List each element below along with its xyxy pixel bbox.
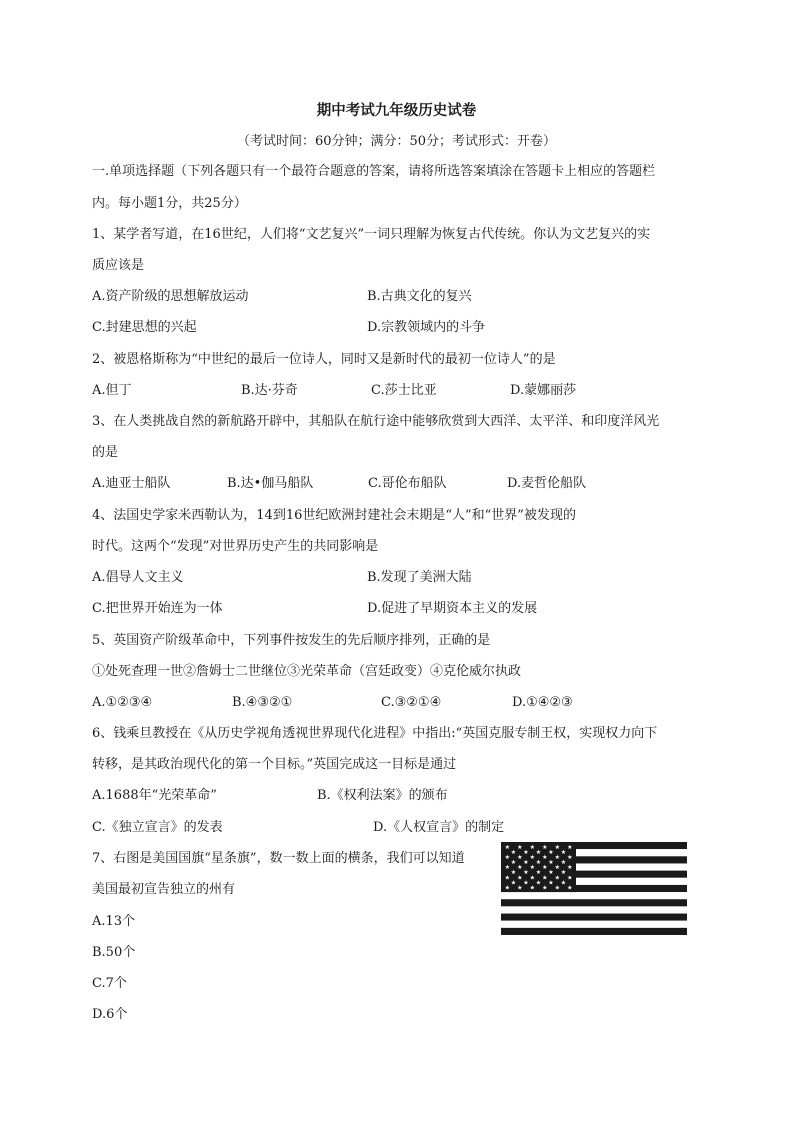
flag-star-icon: ★ (517, 854, 523, 862)
q1-option-c[interactable]: C.封建思想的兴起 (92, 320, 197, 335)
question-7-stem-cont: 美国最初宣告独立的州有 (92, 882, 236, 897)
q1-option-b[interactable]: B.古典文化的复兴 (367, 289, 472, 304)
flag-star-icon: ★ (529, 874, 535, 882)
flag-star-icon: ★ (560, 879, 567, 887)
flag-star-icon: ★ (535, 849, 542, 857)
flag-star-icon: ★ (554, 854, 560, 862)
q7-option-c[interactable]: C.7个 (92, 976, 127, 991)
flag-star-icon: ★ (567, 854, 573, 862)
section-heading-cont: 内。每小题1分，共25分） (92, 196, 247, 211)
question-4-stem: 4、法国史学家米西勒认为，14到16世纪欧洲封建社会末期是“人”和“世界”被发现的 (92, 508, 576, 523)
flag-star-icon: ★ (510, 859, 517, 867)
flag-star-icon: ★ (548, 859, 554, 867)
question-4-stem-cont: 时代。这两个“发现”对世界历史产生的共同影响是 (92, 539, 379, 554)
exam-info: （考试时间：60分钟；满分：50分；考试形式：开卷） (236, 134, 557, 149)
us-flag-icon (501, 842, 687, 935)
flag-star-icon: ★ (542, 864, 548, 872)
flag-star-icon: ★ (523, 879, 529, 887)
question-3-stem: 3、在人类挑战自然的新航路开辟中，其船队在航行途中能够欣赏到大西洋、太平洋、和印度洋风光 (92, 414, 660, 429)
flag-star-icon: ★ (567, 884, 573, 892)
section-heading: 一.单项选择题（下列各题只有一个最符合题意的答案，请将所选答案填涂在答题卡上相应的答题栏 (92, 164, 656, 179)
question-1-stem: 1、某学者写道，在16世纪，人们将“文艺复兴”一词只理解为恢复古代传统。你认为文艺复兴的实 (92, 227, 651, 242)
q2-option-b[interactable]: B.达·芬奇 (241, 383, 298, 398)
flag-star-icon: ★ (548, 879, 554, 887)
question-3-stem-cont: 的是 (92, 445, 119, 460)
flag-star-icon: ★ (517, 844, 523, 852)
flag-stripe (501, 906, 687, 913)
q7-option-b[interactable]: B.50个 (92, 945, 136, 960)
flag-star-icon: ★ (554, 874, 560, 882)
flag-star-icon: ★ (510, 849, 517, 857)
q5-option-a[interactable]: A.①②③④ (92, 695, 153, 710)
flag-star-icon: ★ (504, 854, 510, 862)
flag-star-icon: ★ (523, 849, 529, 857)
flag-canton (501, 842, 576, 892)
flag-star-icon: ★ (535, 869, 542, 877)
flag-star-icon: ★ (529, 844, 535, 852)
q5-option-c[interactable]: C.③②①④ (381, 695, 442, 710)
q7-option-d[interactable]: D.6个 (92, 1007, 128, 1022)
flag-star-icon: ★ (554, 864, 560, 872)
flag-star-icon: ★ (504, 874, 510, 882)
q2-option-a[interactable]: A.但丁 (92, 383, 132, 398)
flag-star-icon: ★ (510, 869, 517, 877)
flag-star-icon: ★ (567, 874, 573, 882)
flag-star-icon: ★ (517, 884, 523, 892)
question-1-stem-cont: 质应该是 (92, 258, 145, 273)
flag-star-icon: ★ (560, 859, 567, 867)
q4-option-b[interactable]: B.发现了美洲大陆 (367, 570, 472, 585)
q2-option-d[interactable]: D.蒙娜丽莎 (510, 383, 577, 398)
flag-star-icon: ★ (510, 879, 517, 887)
q5-option-b[interactable]: B.④③②① (232, 695, 293, 710)
flag-star-icon: ★ (548, 849, 554, 857)
question-7-stem: 7、右图是美国国旗“星条旗”，数一数上面的横条，我们可以知道 (92, 851, 465, 866)
flag-star-icon: ★ (548, 869, 554, 877)
flag-star-icon: ★ (517, 874, 523, 882)
q1-option-d[interactable]: D.宗教领域内的斗争 (367, 320, 486, 335)
flag-star-icon: ★ (523, 869, 529, 877)
flag-star-icon: ★ (523, 859, 529, 867)
flag-stripe (501, 928, 687, 935)
flag-star-icon: ★ (542, 854, 548, 862)
q6-option-c[interactable]: C.《独立宣言》的发表 (92, 820, 223, 835)
flag-stripe (501, 914, 687, 921)
question-6-stem: 6、钱乘旦教授在《从历史学视角透视世界现代化进程》中指出:“英国克服专制王权，实现权力向下 (92, 726, 658, 741)
flag-star-icon: ★ (542, 844, 548, 852)
flag-star-icon: ★ (529, 854, 535, 862)
page-title: 期中考试九年级历史试卷 (316, 102, 477, 119)
q3-option-d[interactable]: D.麦哲伦船队 (507, 476, 587, 491)
q6-option-d[interactable]: D.《人权宣言》的制定 (373, 820, 505, 835)
q3-option-a[interactable]: A.迪亚士船队 (92, 476, 171, 491)
flag-star-icon: ★ (535, 879, 542, 887)
flag-star-icon: ★ (560, 869, 567, 877)
flag-star-icon: ★ (567, 864, 573, 872)
q6-option-a[interactable]: A.1688年“光荣革命” (92, 788, 217, 803)
flag-star-icon: ★ (529, 884, 535, 892)
flag-stripe (501, 899, 687, 906)
question-5-stem: 5、英国资产阶级革命中，下列事件按发生的先后顺序排列，正确的是 (92, 633, 491, 648)
q2-option-c[interactable]: C.莎士比亚 (371, 383, 437, 398)
q3-option-c[interactable]: C.哥伦布船队 (368, 476, 447, 491)
q4-option-c[interactable]: C.把世界开始连为一体 (92, 601, 223, 616)
flag-star-icon: ★ (535, 859, 542, 867)
question-5-stem-cont: ①处死查理一世②詹姆士二世继位③光荣革命（宫廷政变）④克伦威尔执政 (92, 664, 522, 679)
flag-star-icon: ★ (504, 884, 510, 892)
q5-option-d[interactable]: D.①④②③ (512, 695, 573, 710)
flag-star-icon: ★ (567, 844, 573, 852)
flag-star-icon: ★ (517, 864, 523, 872)
q6-option-b[interactable]: B.《权利法案》的颁布 (317, 788, 448, 803)
flag-star-icon: ★ (554, 844, 560, 852)
q1-option-a[interactable]: A.资产阶级的思想解放运动 (92, 289, 249, 304)
flag-star-icon: ★ (542, 874, 548, 882)
question-2-stem: 2、被恩格斯称为“中世纪的最后一位诗人，同时又是新时代的最初一位诗人”的是 (92, 352, 556, 367)
flag-star-icon: ★ (542, 884, 548, 892)
q4-option-d[interactable]: D.促进了早期资本主义的发展 (367, 601, 538, 616)
flag-star-icon: ★ (529, 864, 535, 872)
q3-option-b[interactable]: B.达•伽马船队 (227, 476, 314, 491)
flag-stripe (501, 921, 687, 928)
flag-star-icon: ★ (504, 864, 510, 872)
q7-option-a[interactable]: A.13个 (92, 914, 136, 929)
flag-star-icon: ★ (554, 884, 560, 892)
flag-stripe (501, 892, 687, 899)
question-6-stem-cont: 转移，是其政治现代化的第一个目标。”英国完成这一目标是通过 (92, 757, 457, 772)
flag-star-icon: ★ (504, 844, 510, 852)
q4-option-a[interactable]: A.倡导人文主义 (92, 570, 184, 585)
flag-star-icon: ★ (560, 849, 567, 857)
